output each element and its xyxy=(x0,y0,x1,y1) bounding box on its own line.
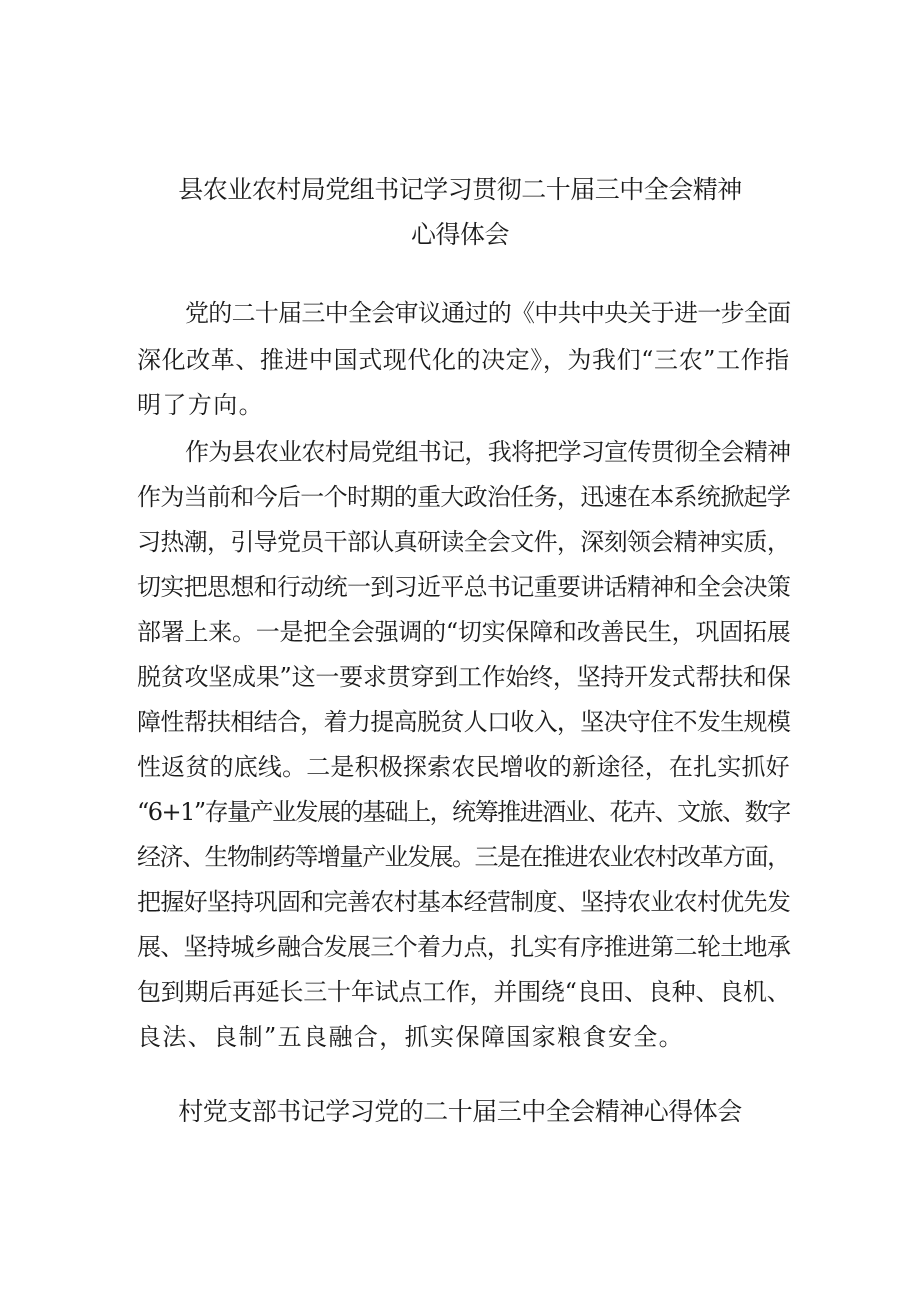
document-title-line-2: 心得体会 xyxy=(410,220,509,249)
document-title-line-1: 县农业农村局党组书记学习贯彻二十届三中全会精神 xyxy=(178,175,742,204)
paragraph-1-line: 明了方向。 xyxy=(137,391,264,419)
paragraph-2-line: 良法、良制”五良融合，抓实保障国家粮食安全。 xyxy=(137,1023,685,1051)
paragraph-2-line: 作为当前和今后一个时期的重大政治任务，迅速在本系统掀起学 xyxy=(137,483,791,511)
paragraph-2-line: 切实把思想和行动统一到习近平总书记重要讲话精神和全会决策 xyxy=(137,573,791,601)
paragraph-2-line: 脱贫攻坚成果”这一要求贯穿到工作始终，坚持开发式帮扶和保 xyxy=(137,663,791,691)
paragraph-2-line: 作为县农业农村局党组书记，我将把学习宣传贯彻全会精神 xyxy=(185,438,791,466)
second-document-title: 村党支部书记学习党的二十届三中全会精神心得体会 xyxy=(178,1097,742,1126)
paragraph-2-line: 展、坚持城乡融合发展三个着力点，扎实有序推进第二轮土地承 xyxy=(137,933,791,961)
paragraph-2-line: 障性帮扶相结合，着力提高脱贫人口收入，坚决守住不发生规模 xyxy=(137,708,791,736)
paragraph-2-line: 包到期后再延长三十年试点工作，并围绕“良田、良种、良机、 xyxy=(137,978,791,1006)
paragraph-2-line: 习热潮，引导党员干部认真研读全会文件，深刻领会精神实质， xyxy=(137,528,791,556)
paragraph-2-line: 把握好坚持巩固和完善农村基本经营制度、坚持农业农村优先发 xyxy=(137,888,791,916)
paragraph-2-line: 经济、生物制药等增量产业发展。三是在推进农业农村改革方面， xyxy=(137,843,790,871)
paragraph-1-line: 深化改革、推进中国式现代化的决定》，为我们“三农”工作指 xyxy=(137,346,790,374)
paragraph-2-line: “6+1”存量产业发展的基础上，统筹推进酒业、花卉、文旅、数字 xyxy=(137,798,790,826)
paragraph-2-line: 部署上来。一是把全会强调的“切实保障和改善民生，巩固拓展 xyxy=(137,618,791,646)
paragraph-1-line: 党的二十届三中全会审议通过的《中共中央关于进一步全面 xyxy=(185,299,791,327)
paragraph-2-line: 性返贫的底线。二是积极探索农民增收的新途径，在扎实抓好 xyxy=(137,753,790,781)
